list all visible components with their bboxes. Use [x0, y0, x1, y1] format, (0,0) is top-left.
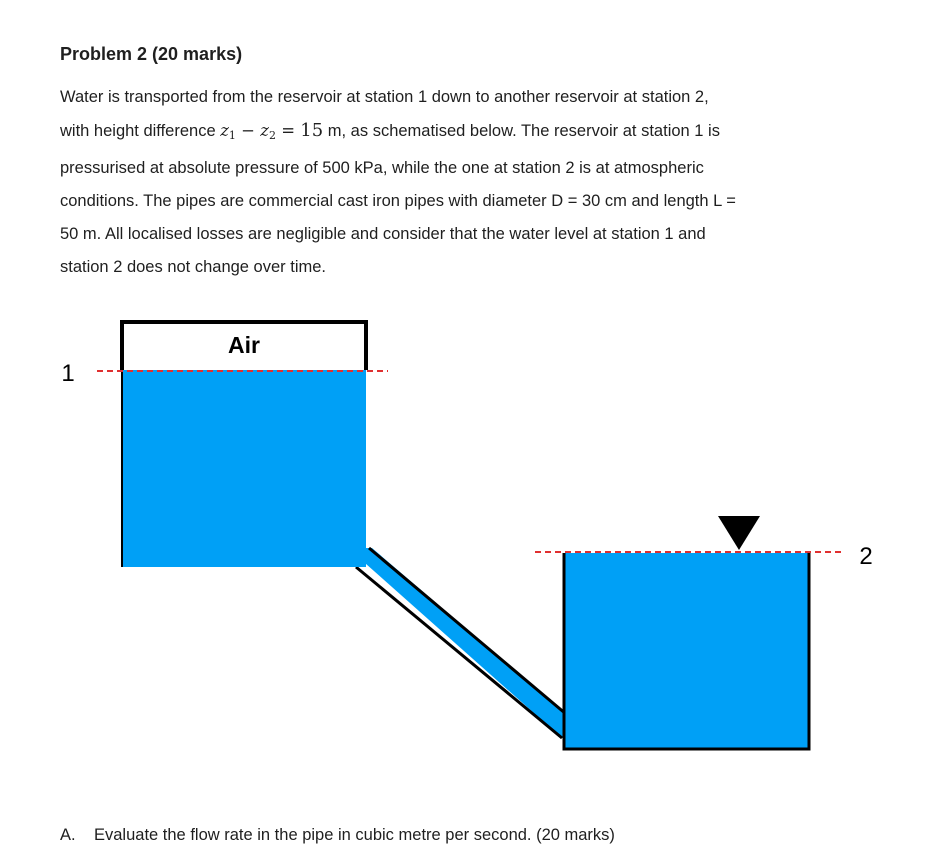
- statement-line-5: 50 m. All localised losses are negligible and consider that the water level at station 1 and: [60, 225, 706, 243]
- problem-title: Problem 2 (20 marks): [60, 44, 243, 64]
- line-2-prefix: with height difference: [60, 122, 221, 140]
- equals-sign: =: [275, 121, 301, 140]
- pipe-lower-edge: [356, 567, 562, 738]
- z1-subscript: 1: [228, 129, 236, 142]
- z2-subscript: 2: [268, 129, 276, 142]
- question-a: [60, 826, 615, 845]
- z1-symbol: z: [220, 121, 229, 140]
- station-1-label: 1: [61, 360, 75, 387]
- air-label: Air: [228, 332, 260, 358]
- reservoir-2-water: [563, 553, 810, 749]
- z2-symbol: z: [260, 121, 269, 140]
- question-text: Evaluate the flow rate in the pipe in cubic metre per second. (20 marks): [94, 826, 615, 844]
- minus-sign: −: [235, 121, 261, 140]
- reservoir-1-water: [121, 370, 366, 567]
- free-surface-triangle-icon: [718, 516, 760, 550]
- connecting-pipe: [348, 548, 566, 738]
- statement-line-1: Water is transported from the reservoir at station 1 down to another reservoir at station 2,: [60, 88, 709, 106]
- question-label: A.: [60, 826, 76, 844]
- pipe-upper-edge: [369, 548, 566, 714]
- statement-line-3: pressurised at absolute pressure of 500 kPa, while the one at station 2 is at atmospheric: [60, 159, 704, 177]
- height-value: 15: [300, 120, 324, 141]
- station-2-label: 2: [859, 543, 873, 570]
- statement-line-4: conditions. The pipes are commercial cast iron pipes with diameter D = 30 cm and length L =: [60, 192, 736, 210]
- line-2-suffix: m, as schematised below. The reservoir at station 1 is: [323, 122, 720, 140]
- statement-line-6: station 2 does not change over time.: [60, 258, 326, 276]
